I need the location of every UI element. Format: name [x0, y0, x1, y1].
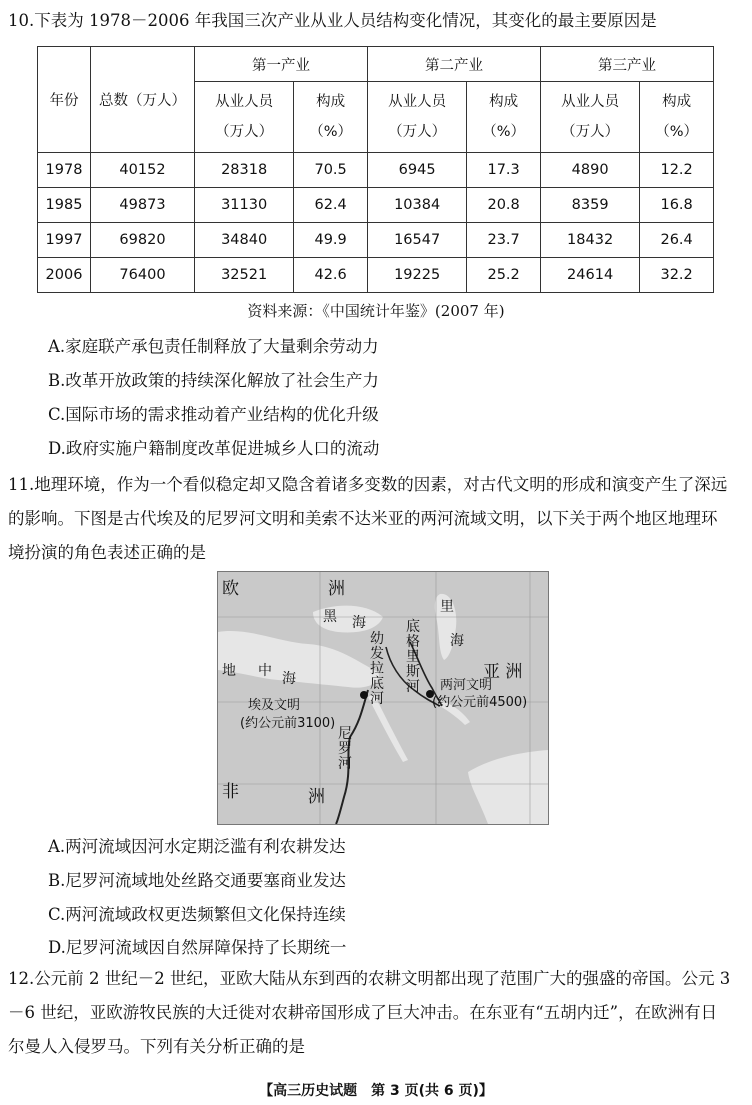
- table-cell: 42.6: [294, 258, 368, 293]
- table-cell: 31130: [195, 188, 294, 223]
- map-label-caspian-2: 海: [450, 633, 464, 649]
- header-year: 年份: [38, 47, 91, 153]
- table-cell: 28318: [195, 153, 294, 188]
- table-cell: 12.2: [640, 153, 714, 188]
- map-label-africa-2: 洲: [308, 787, 325, 807]
- map-label-med-3: 海: [282, 671, 296, 687]
- table-row: [38, 153, 714, 188]
- table-cell: 4890: [540, 153, 639, 188]
- table-cell: 18432: [540, 223, 639, 258]
- q10-option-b: B.改革开放政策的持续深化解放了社会生产力: [48, 371, 379, 390]
- table-cell: 49.9: [294, 223, 368, 258]
- map-label-med-1: 地: [222, 663, 236, 679]
- table-cell: 34840: [195, 223, 294, 258]
- map-label-africa-1: 非: [222, 782, 239, 802]
- table-cell: 2006: [38, 258, 91, 293]
- subheader-people: 从业人员 （万人）: [367, 82, 466, 153]
- employment-structure-table: [37, 46, 714, 293]
- q11-option-b: B.尼罗河流域地处丝路交通要塞商业发达: [48, 871, 346, 890]
- map-label-black-1: 黑: [323, 609, 337, 625]
- table-cell: 8359: [540, 188, 639, 223]
- table-cell: 16547: [367, 223, 466, 258]
- question-11-stem: 11.地理环境，作为一个看似稳定却又隐含着诸多变数的因素，对古代文明的形成和演变产生了深远的影响。下图是古代埃及的尼罗河文明和美索不达米亚的两河流域文明，以下关于两个地区地理环境扮演的角色表述正确的是: [8, 475, 728, 562]
- table-source: 资料来源：《中国统计年鉴》(2007 年): [247, 302, 505, 320]
- subheader-share: 构成 （%）: [294, 82, 368, 153]
- q11-option-c: C.两河流域政权更迭频繁但文化保持连续: [48, 905, 346, 924]
- table-cell: 24614: [540, 258, 639, 293]
- question-12-stem: 12.公元前 2 世纪－2 世纪，亚欧大陆从东到西的农耕文明都出现了范围广大的强盛的帝国。公元 3－6 世纪，亚欧游牧民族的大迁徙对农耕帝国形成了巨大冲击。在东亚有“五胡内迁”，在欧洲有日尔曼人入侵罗马。下列有关分析正确的是: [8, 969, 731, 1056]
- table-cell: 62.4: [294, 188, 368, 223]
- table-cell: 69820: [91, 223, 195, 258]
- map-label-meso-name: 两河文明: [440, 678, 493, 693]
- subheader-people: 从业人员 （万人）: [540, 82, 639, 153]
- q11-option-d: D.尼罗河流域因自然屏障保持了长期统一: [48, 938, 347, 957]
- table-row: [38, 188, 714, 223]
- header-total: 总数（万人）: [91, 47, 195, 153]
- subheader-share: 构成 （%）: [640, 82, 714, 153]
- map-label-europe-1: 欧: [222, 579, 239, 599]
- table-cell: 1997: [38, 223, 91, 258]
- header-primary: 第一产业: [195, 47, 368, 82]
- table-cell: 70.5: [294, 153, 368, 188]
- table-cell: 32.2: [640, 258, 714, 293]
- table-row: [38, 258, 714, 293]
- table-cell: 1978: [38, 153, 91, 188]
- subheader-people: 从业人员 （万人）: [195, 82, 294, 153]
- map-label-euphrates: 幼发拉底河: [370, 631, 384, 707]
- map-label-asia: 亚 洲: [483, 662, 523, 682]
- table-cell: 16.8: [640, 188, 714, 223]
- map-label-meso-date: (约公元前4500): [432, 695, 528, 710]
- table-cell: 49873: [91, 188, 195, 223]
- q10-option-d: D.政府实施户籍制度改革促进城乡人口的流动: [48, 439, 380, 458]
- header-secondary: 第二产业: [367, 47, 540, 82]
- map-label-egypt-name: 埃及文明: [248, 698, 301, 713]
- map-label-caspian-1: 里: [440, 599, 454, 615]
- map-label-nile: 尼罗河: [338, 726, 352, 772]
- table-cell: 26.4: [640, 223, 714, 258]
- header-tertiary: 第三产业: [540, 47, 713, 82]
- table-cell: 23.7: [467, 223, 541, 258]
- q10-option-a: A.家庭联产承包责任制释放了大量剩余劳动力: [48, 337, 379, 356]
- table-cell: 32521: [195, 258, 294, 293]
- table-cell: 25.2: [467, 258, 541, 293]
- page-footer: 【高三历史试题 第 3 页(共 6 页)】: [259, 1083, 493, 1099]
- table-cell: 1985: [38, 188, 91, 223]
- q11-option-a: A.两河流域因河水定期泛滥有利农耕发达: [48, 837, 346, 856]
- table-cell: 76400: [91, 258, 195, 293]
- table-cell: 40152: [91, 153, 195, 188]
- table-row: [38, 223, 714, 258]
- table-cell: 10384: [367, 188, 466, 223]
- table-cell: 20.8: [467, 188, 541, 223]
- q10-option-c: C.国际市场的需求推动着产业结构的优化升级: [48, 405, 379, 424]
- map-label-egypt-date: (约公元前3100): [240, 716, 336, 731]
- ancient-civilizations-map: [217, 571, 549, 825]
- table-cell: 17.3: [467, 153, 541, 188]
- table-cell: 19225: [367, 258, 466, 293]
- map-label-europe-2: 洲: [328, 579, 345, 599]
- question-10-stem: 10.下表为 1978－2006 年我国三次产业从业人员结构变化情况，其变化的最主要原因是: [8, 11, 657, 30]
- map-label-med-2: 中: [258, 663, 272, 679]
- table-cell: 6945: [367, 153, 466, 188]
- subheader-share: 构成 （%）: [467, 82, 541, 153]
- map-label-black-2: 海: [352, 615, 366, 631]
- map-label-tigris: 底格里斯河: [406, 619, 420, 695]
